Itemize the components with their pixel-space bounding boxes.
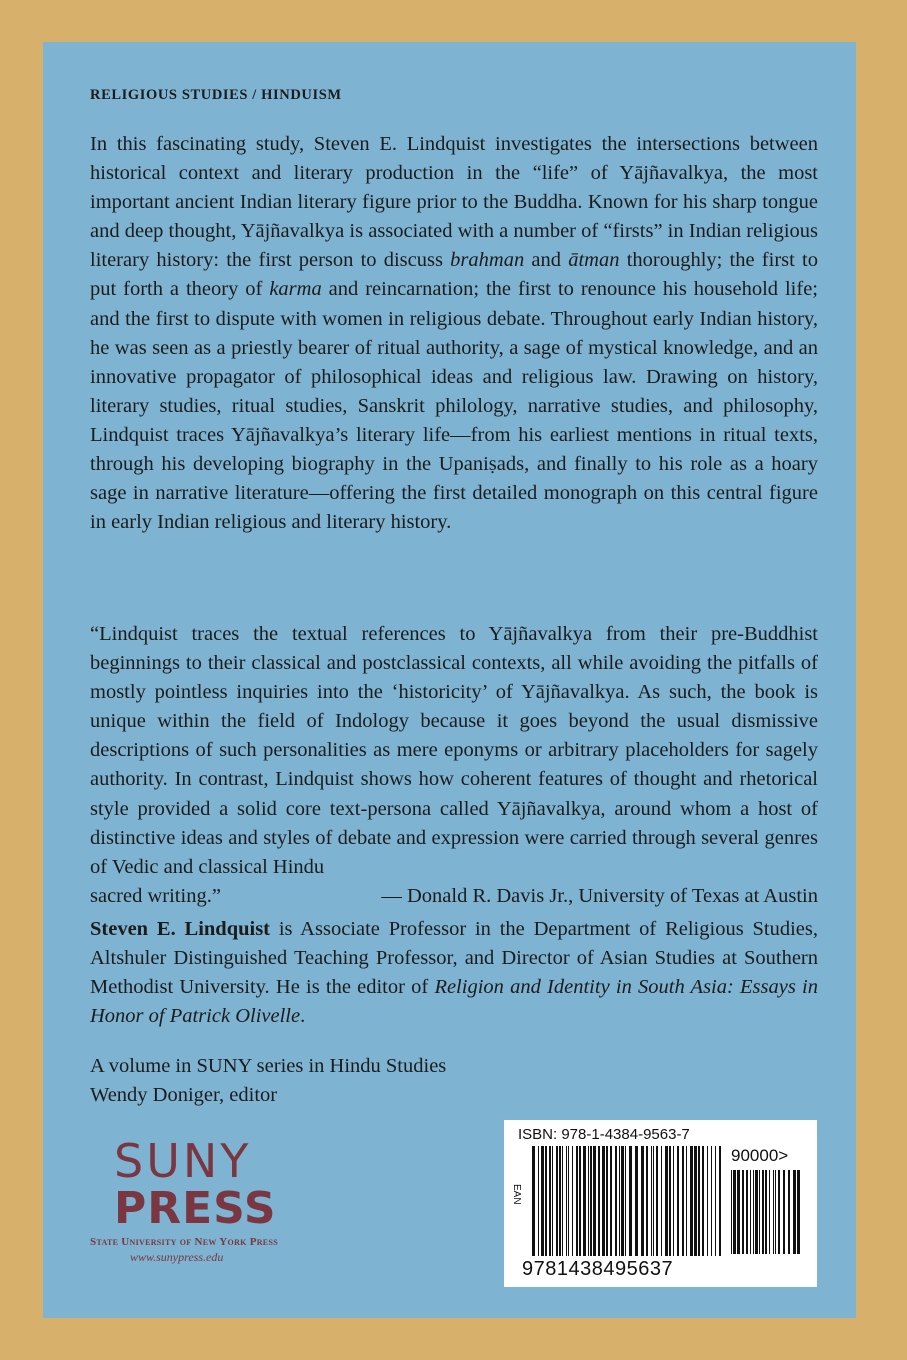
series-line: A volume in SUNY series in Hindu Studies [90, 1055, 447, 1077]
publisher-subtitle: State University of New York Press [90, 1236, 278, 1248]
author-other-book: Religion and Identity in South Asia: Essays in Honor of Patrick Olivelle [90, 976, 818, 1028]
barcode-bar [769, 1170, 770, 1254]
barcode-bar [690, 1146, 693, 1256]
barcode-bar [593, 1146, 596, 1256]
barcode-bar [653, 1146, 654, 1256]
bio-end: . [300, 1005, 306, 1028]
isbn-label: ISBN: 978-1-4384-9563-7 [518, 1126, 690, 1143]
barcode-bar [698, 1146, 700, 1256]
barcode-bar [762, 1170, 764, 1254]
barcode-bar [588, 1146, 589, 1256]
barcode-bar [566, 1146, 567, 1256]
barcode-bar [797, 1170, 800, 1254]
barcode-bar [610, 1146, 612, 1256]
book-description [90, 130, 818, 537]
barcode-bar [673, 1146, 674, 1256]
barcode-bar [702, 1146, 704, 1256]
barcode-bar [651, 1146, 652, 1256]
description-text: and reincarnation; the first to renounce his household life; and the first to dispute with women in religious debate. Throughout early Indian history, he was seen as a priestly bearer of ritual authority, a sage of mystical knowledge, and an innovative propagator of philosophical ideas and religious law. Drawing on history, literary studies, ritual studies, Sanskrit philology, narrative studies, and philosophy, Lindquist traces Yājñavalkya’s literary life—from his earliest mentions in ritual texts, through his developing biography in the Upaniṣads, and finally to his role as a hoary sage in narrative literature—offering the first detailed monograph on this central figure in early Indian religious and literary history. [90, 278, 818, 534]
endorsement-quote [90, 620, 818, 911]
barcode-bar [788, 1170, 790, 1254]
barcode-bar [619, 1146, 620, 1256]
author-name: Steven E. Lindquist [90, 918, 270, 940]
barcode-bar [746, 1170, 748, 1254]
bio-text: is Associate Professor in the Department of Religious Studies, Altshuler Distinguished Teaching Professor, and Director of Asian Studies at Southern Methodist University. He is the editor of [90, 918, 818, 999]
barcode-bar [549, 1146, 551, 1256]
barcode-bar [635, 1146, 638, 1256]
barcode-bar [731, 1170, 732, 1254]
barcode-bar [677, 1146, 679, 1256]
logo-suny: SUNY [114, 1134, 252, 1188]
barcode-bar [572, 1146, 573, 1256]
barcode-bar [576, 1146, 578, 1256]
barcode-bar [621, 1146, 624, 1256]
barcode-bar [765, 1170, 767, 1254]
barcode-bar [707, 1146, 708, 1256]
barcode-bar [665, 1146, 668, 1256]
barcode-bar [545, 1146, 547, 1256]
barcode-digits: 9781438495637 [522, 1258, 674, 1280]
barcode-bar [759, 1170, 760, 1254]
barcode-bar [775, 1170, 776, 1254]
barcode-bar [538, 1146, 539, 1256]
barcode-bar [750, 1170, 751, 1254]
barcode-bar [711, 1146, 712, 1256]
series-info [90, 1052, 818, 1110]
barcode-bar [646, 1146, 648, 1256]
barcode-bar [625, 1146, 626, 1256]
barcode-bar [583, 1146, 586, 1256]
barcode-bar [755, 1170, 758, 1254]
barcode-bar [541, 1146, 544, 1256]
description-text: In this fascinating study, Steven E. Lindquist investigates the intersections between historical context and literary production in the “life” of Yājñavalkya, the most important ancient Indian literary figure prior to the Buddha. Known for his sharp tongue and deep thought, Yājñavalkya is associated with a number of “firsts” in Indian religious literary history: the first person to discuss [90, 133, 818, 272]
addon-barcode-bars [731, 1170, 801, 1254]
isbn-barcode [504, 1120, 817, 1287]
barcode-bar [733, 1170, 736, 1254]
quote-attribution: — Donald R. Davis Jr., University of Texas at Austin [381, 884, 818, 907]
suny-press-logo [90, 1136, 360, 1265]
description-text: thoroughly; the first to put forth a theory of [90, 249, 818, 301]
barcode-bar [641, 1146, 644, 1256]
barcode-bar [715, 1146, 716, 1256]
author-bio [90, 915, 818, 1031]
barcode-bar [552, 1146, 553, 1256]
barcode-bar [778, 1170, 780, 1254]
barcode-bar [559, 1146, 561, 1256]
barcode-bar [532, 1146, 535, 1256]
barcode-bar [694, 1146, 697, 1256]
barcode-bars [532, 1146, 722, 1256]
barcode-bar [783, 1170, 785, 1254]
barcode-bar [719, 1146, 721, 1256]
barcode-bar [615, 1146, 617, 1256]
barcode-bar [629, 1146, 632, 1256]
term-atman: ātman [568, 249, 620, 272]
term-karma: karma [269, 278, 322, 301]
barcode-bar [568, 1146, 569, 1256]
series-editor: Wendy Doniger, editor [90, 1084, 278, 1107]
barcode-bar [562, 1146, 563, 1256]
barcode-bar [598, 1146, 600, 1256]
term-brahman: brahman [450, 249, 525, 272]
barcode-bar [773, 1170, 774, 1254]
barcode-bar [753, 1170, 754, 1254]
price-code: 90000> [731, 1146, 789, 1165]
barcode-bar [556, 1146, 558, 1256]
logo-press: PRESS [114, 1183, 277, 1234]
category-label: RELIGIOUS STUDIES / HINDUISM [90, 87, 342, 103]
barcode-bar [602, 1146, 605, 1256]
quote-text: “Lindquist traces the textual references to Yājñavalkya from their pre-Buddhist beginnings to their classical and postclassical contexts, all while avoiding the pitfalls of mostly pointless inquiries into the ‘historicity’ of Yājñavalkya. As such, the book is unique within the field of Indology because it goes beyond the usual dismissive descriptions of such personalities as mere eponyms or arbitrary placeholders for sagely authority. In contrast, Lindquist shows how coherent features of thought and rhetorical style provided a solid core text-persona called Yājñavalkya, around whom a host of distinctive ideas and styles of debate and expression were carried through several genres of Vedic and classical Hindu [90, 623, 818, 878]
barcode-bar [656, 1146, 658, 1256]
barcode-bar [606, 1146, 608, 1256]
back-cover-panel [43, 42, 856, 1318]
barcode-bar [579, 1146, 581, 1256]
quote-end: sacred writing.” [90, 884, 221, 907]
barcode-bar [742, 1170, 744, 1254]
ean-label: EAN [511, 1184, 522, 1205]
barcode-bar [737, 1170, 740, 1254]
barcode-bar [669, 1146, 671, 1256]
quote-last-line [90, 882, 818, 911]
publisher-url: www.sunypress.edu [130, 1250, 224, 1264]
barcode-bar [661, 1146, 662, 1256]
barcode-bar [686, 1146, 687, 1256]
barcode-bar [793, 1170, 796, 1254]
barcode-bar [682, 1146, 684, 1256]
barcode-bar [590, 1146, 592, 1256]
description-text: and [524, 249, 569, 272]
